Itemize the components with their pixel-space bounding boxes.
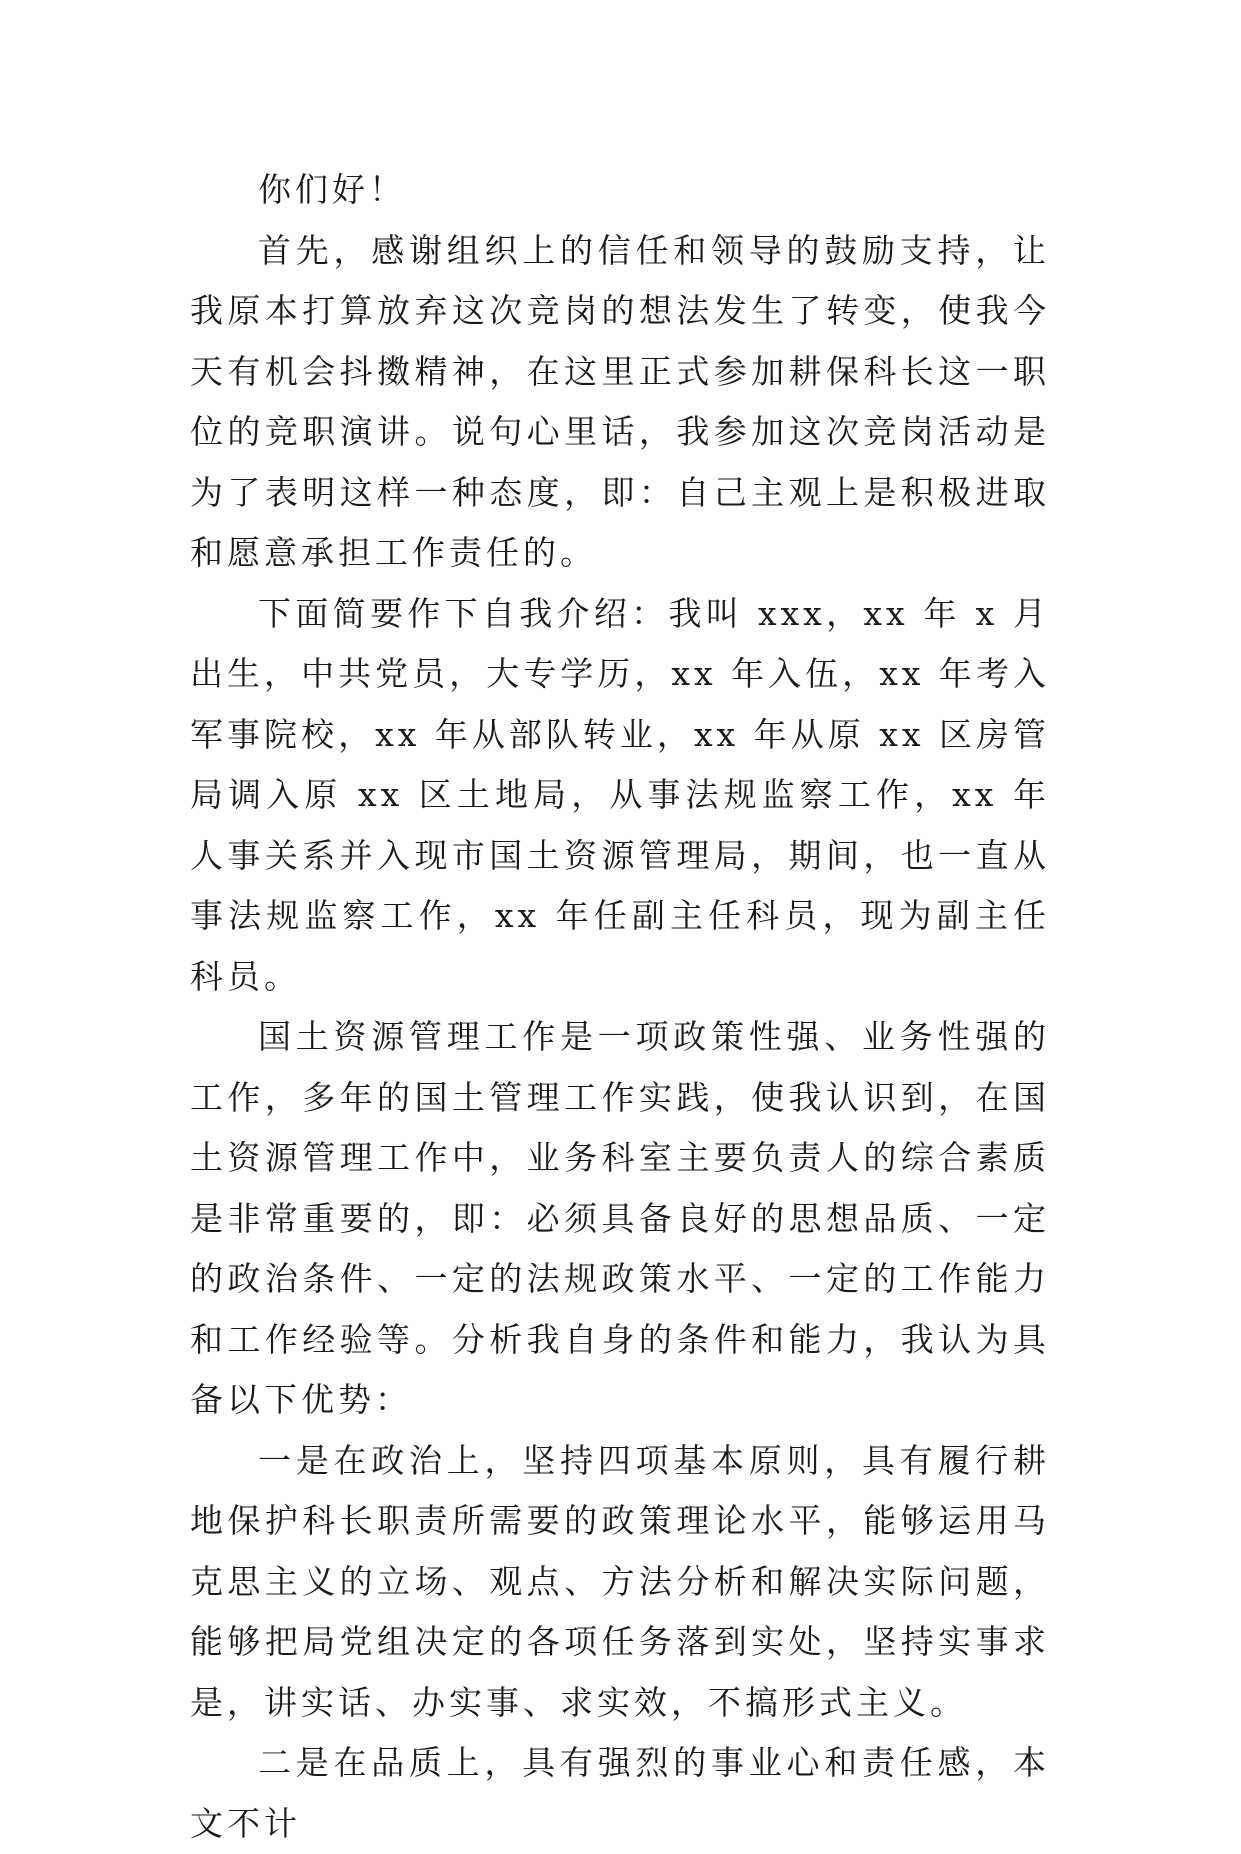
paragraph-quality-advantage: 二是在品质上，具有强烈的事业心和责任感，本文不计 [190, 1743, 1050, 1843]
paragraph-work-analysis: 国土资源管理工作是一项政策性强、业务性强的工作，多年的国土管理工作实践，使我认识到，在国土资源管理工作中，业务科室主要负责人的综合素质是非常重要的，即：必须具备良好的思想品质、一定的政治条件、一定的法规政策水平、一定的工作能力和工作经验等。分析我自身的条件和能力，我认为具备以下优势： [190, 1017, 1050, 1419]
document-body [190, 160, 1050, 1854]
paragraph-self-introduction: 下面简要作下自我介绍：我叫 xxx，xx 年 x 月出生，中共党员，大专学历，xx 年入伍，xx 年考入军事院校，xx 年从部队转业，xx 年从原 xx 区房管局调入原 xx 区土地局，从事法规监察工作，xx 年人事关系并入现市国土资源管理局，期间，也一直从事法规监察工作，xx 年任副主任科员，现为副主任科员。 [190, 593, 1050, 996]
paragraph-thanks: 首先，感谢组织上的信任和领导的鼓励支持，让我原本打算放弃这次竞岗的想法发生了转变，使我今天有机会抖擞精神，在这里正式参加耕保科长这一职位的竞职演讲。说句心里话，我参加这次竞岗活动是为了表明这样一种态度，即：自己主观上是积极进取和愿意承担工作责任的。 [190, 230, 1050, 572]
paragraph-political-advantage: 一是在政治上，坚持四项基本原则，具有履行耕地保护科长职责所需要的政策理论水平，能够运用马克思主义的立场、观点、方法分析和解决实际问题，能够把局党组决定的各项任务落到实处，坚持实事求是，讲实话、办实事、求实效，不搞形式主义。 [190, 1440, 1050, 1722]
paragraph-greeting: 你们好！ [258, 170, 406, 209]
